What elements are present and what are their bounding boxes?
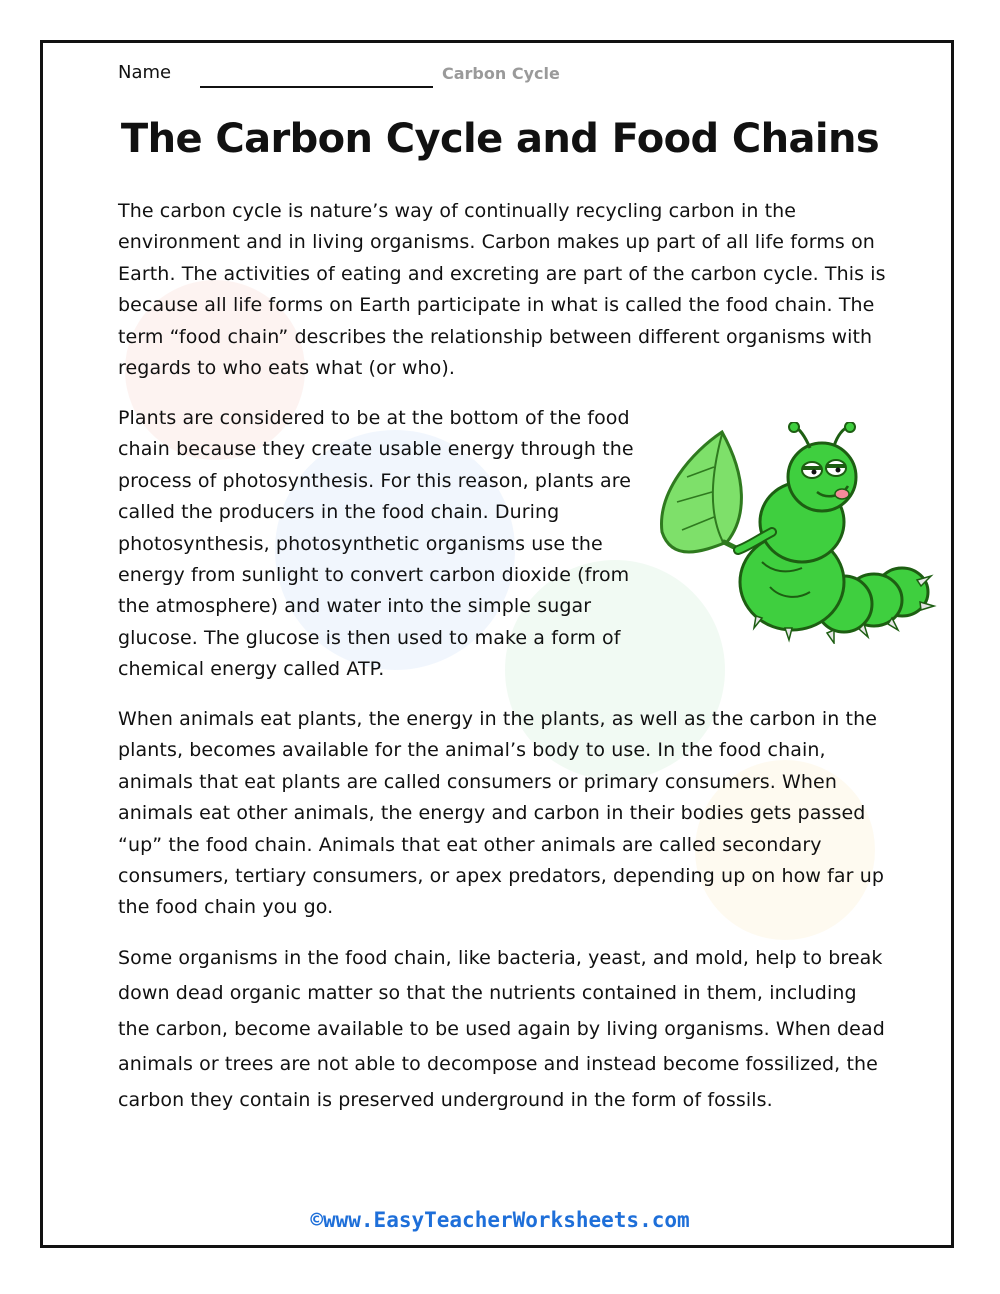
- paragraph-carbon-cycle-intro: The carbon cycle is nature’s way of continually recycling carbon in the environment and in living organisms. Carbon makes up part of all life forms on Earth. The activities of eating and excreting are part of the carbon cycle. This is because all life forms on Earth participate in what is called the food chain. The term “food chain” describes the relationship between different organisms with regards to who eats what (or who).: [118, 200, 886, 380]
- leaf-icon: [662, 432, 742, 552]
- paragraph-producers: Plants are considered to be at the bottom of the food chain because they create usable energy through the process of photosynthesis. For this reason, plants are called the producers in the food chain. During photosynthesis, photosynthetic organisms use the energy from sunlight to convert carbon dioxide (from the atmosphere) and water into the simple sugar glucose. The glucose is then used to make a form of chemical energy called ATP.: [118, 407, 634, 681]
- page-title: The Carbon Cycle and Food Chains: [120, 116, 880, 162]
- paragraph-decomposers: Some organisms in the food chain, like bacteria, yeast, and mold, help to break down dead organic matter so that the nutrients contained in them, including the carbon, become available to be used again by living organisms. When dead animals or trees are not able to decompose and instead become fossilized, the carbon they contain is preserved underground in the form of fossils.: [118, 947, 885, 1111]
- caterpillar-eating-leaf-illustration: [652, 422, 940, 644]
- worksheet-header: [118, 62, 878, 90]
- name-field-line[interactable]: [200, 86, 433, 88]
- paragraph-consumers: When animals eat plants, the energy in the plants, as well as the carbon in the plants, becomes available for the animal’s body to use. In the food chain, animals that eat plants are called consumers or primary consumers. When animals eat other animals, the energy and carbon in their bodies gets passed “up” the food chain. Animals that eat other animals are called secondary consumers, tertiary consumers, or apex predators, depending up on how far up the food chain you go.: [118, 708, 885, 919]
- topic-label: Carbon Cycle: [442, 64, 560, 83]
- footer-copyright-link[interactable]: ©www.EasyTeacherWorksheets.com: [310, 1208, 690, 1232]
- name-label: Name: [118, 62, 172, 83]
